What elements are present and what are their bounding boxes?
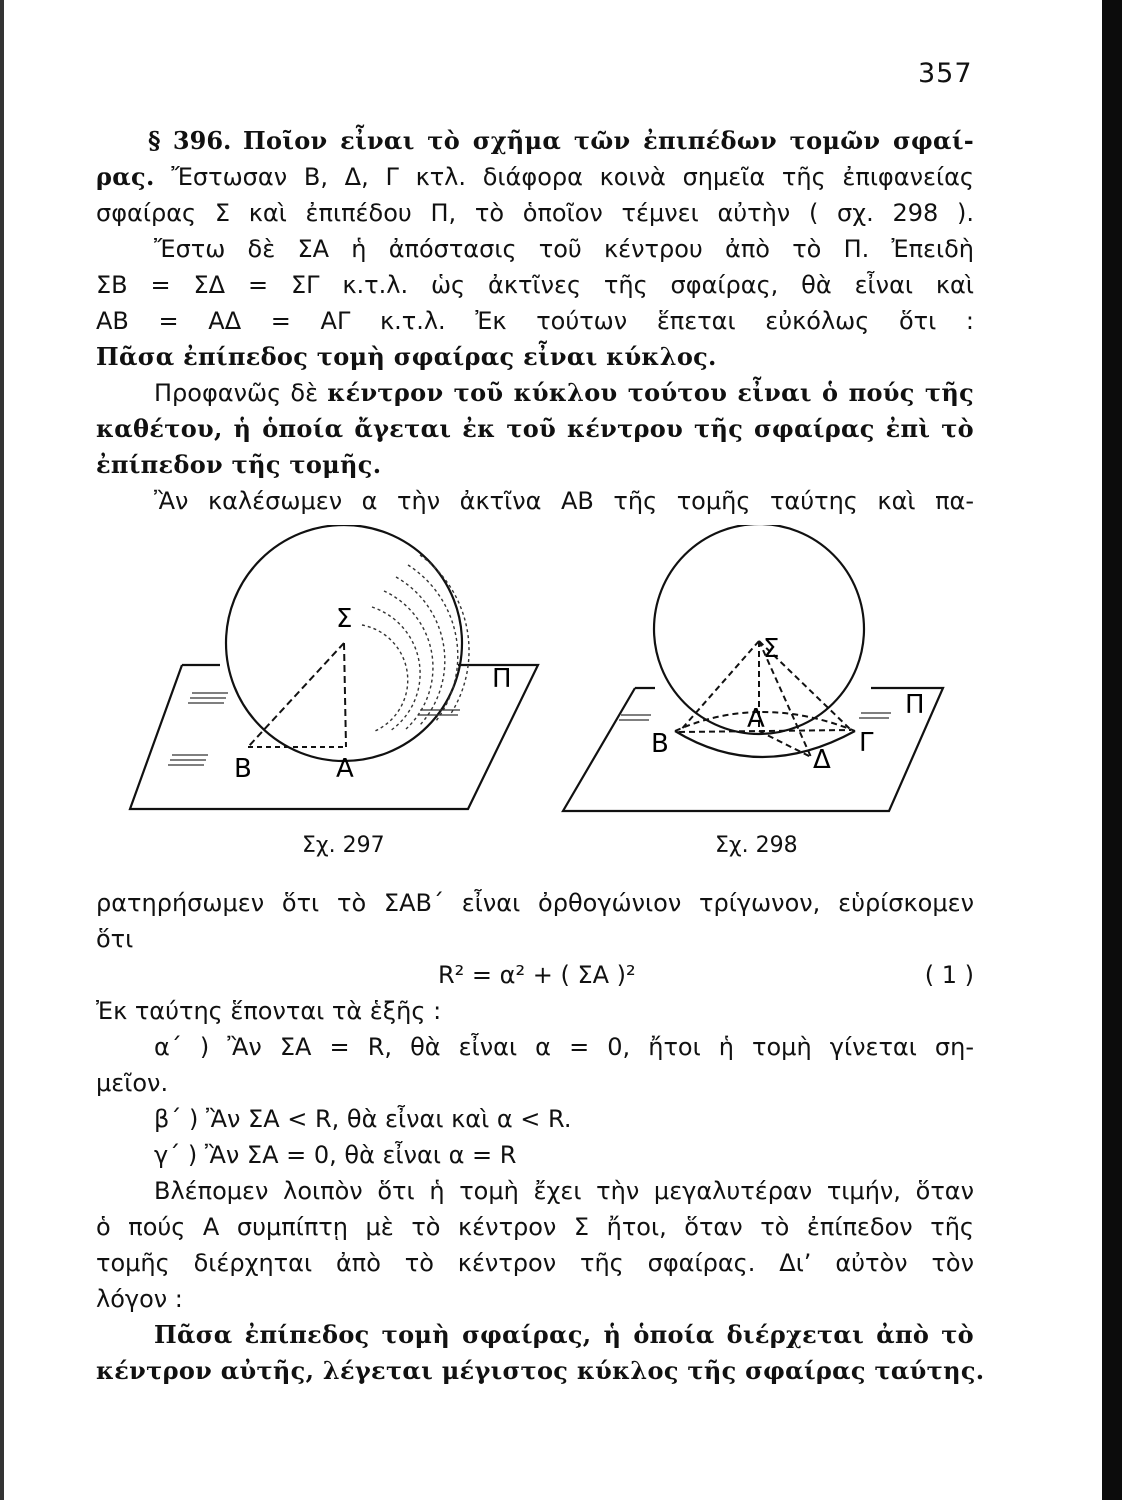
label-sigma-297: Σ xyxy=(336,604,353,634)
label-pi-298: Π xyxy=(905,690,925,720)
theorem-1: Πᾶσα ἐπίπεδος τομὴ σφαίρας εἶναι κύκλος. xyxy=(96,342,717,371)
page-edge-right xyxy=(1102,0,1122,1500)
case-b: β΄ ) Ἂν ΣΑ < R, θὰ εἶναι καὶ α < R. xyxy=(154,1105,572,1133)
text-line-1: Ἔστωσαν Β, Δ, Γ κτλ. διάφορα κοινὰ σημεῖα τῆς ἐπιφανείας xyxy=(171,163,974,191)
conclusion-line-2: ὁ πούς Α συμπίπτῃ μὲ τὸ κέντρον Σ ἤτοι, ὅταν τὸ ἐπίπεδον τῆς xyxy=(96,1213,974,1241)
label-a-298: Α xyxy=(747,704,765,734)
caption-297: Σχ. 297 xyxy=(302,833,385,858)
label-delta-298: Δ xyxy=(813,745,831,775)
page-number: 357 xyxy=(918,58,973,89)
equation: R² = α² + ( ΣΑ )² xyxy=(438,961,636,989)
text-line-4: ΣΒ = ΣΔ = ΣΓ κ.τ.λ. ὡς ἀκτῖνες τῆς σφαίρας, θὰ εἶναι καὶ xyxy=(96,271,974,299)
p2-start: Προφανῶς δὲ xyxy=(154,379,319,407)
paragraph-2-line-3: ἐπίπεδον τῆς τομῆς. xyxy=(96,450,382,479)
label-a-297: Α xyxy=(336,754,354,784)
paragraph-2-line-1 xyxy=(96,376,974,410)
section-title-end: ρας. xyxy=(96,162,155,191)
text-line-3: Ἔστω δὲ ΣΑ ἡ ἀπόστασις τοῦ κέντρου ἀπὸ τὸ Π. Ἐπειδὴ xyxy=(154,235,974,263)
theorem-2-line-1: Πᾶσα ἐπίπεδος τομὴ σφαίρας, ἡ ὁποία διέρχεται ἀπὸ τὸ xyxy=(154,1320,974,1349)
figure-298 xyxy=(555,525,955,825)
section-circle-back-298 xyxy=(675,712,855,731)
paragraph-3-line-1: Ἂν καλέσωμεν α τὴν ἀκτῖνα ΑΒ τῆς τομῆς ταύτης καὶ πα- xyxy=(154,487,974,515)
p2-bold: κέντρον τοῦ κύκλου τούτου εἶναι ὁ πούς τῆς xyxy=(327,378,974,407)
after-line-2: ὅτι xyxy=(96,925,134,953)
label-pi-297: Π xyxy=(492,664,512,694)
label-b-298: Β xyxy=(651,729,669,759)
case-a: α΄ ) Ἂν ΣΑ = R, θὰ εἶναι α = 0, ἤτοι ἡ τομὴ γίνεται ση- xyxy=(154,1033,974,1061)
text-line-2: σφαίρας Σ καὶ ἐπιπέδου Π, τὸ ὁποῖον τέμνει αὐτὴν ( σχ. 298 ). xyxy=(96,199,974,227)
text-line xyxy=(96,160,974,194)
segment-sigma-b-297 xyxy=(248,643,344,747)
after-line-3: Ἐκ ταύτης ἕπονται τὰ ἑξῆς : xyxy=(96,997,442,1025)
case-g: γ΄ ) Ἂν ΣΑ = 0, θὰ εἶναι α = R xyxy=(154,1141,517,1169)
section-number: § 396. xyxy=(148,126,232,155)
plane-hatch-297 xyxy=(168,693,460,765)
section-heading-line xyxy=(96,124,974,158)
case-a-end: μεῖον. xyxy=(96,1069,169,1097)
equation-number: ( 1 ) xyxy=(924,961,974,989)
sphere-shading-297 xyxy=(362,555,469,731)
figure-297 xyxy=(120,525,550,825)
label-b-297: Β xyxy=(234,754,252,784)
theorem-2-line-2: κέντρον αὐτῆς, λέγεται μέγιστος κύκλος τῆς σφαίρας ταύτης. xyxy=(96,1356,985,1385)
plane-pi-297 xyxy=(130,665,538,809)
segment-sigma-a-297 xyxy=(344,643,346,747)
conclusion-line-4: λόγον : xyxy=(96,1285,183,1313)
label-gamma-298: Γ xyxy=(859,728,874,758)
caption-298: Σχ. 298 xyxy=(715,833,798,858)
paragraph-2-line-2: καθέτου, ἡ ὁποία ἄγεται ἐκ τοῦ κέντρου τῆς σφαίρας ἐπὶ τὸ xyxy=(96,414,974,443)
conclusion-line-1: Βλέπομεν λοιπὸν ὅτι ἡ τομὴ ἔχει τὴν μεγαλυτέραν τιμήν, ὅταν xyxy=(154,1177,974,1205)
after-line-1: ρατηρήσωμεν ὅτι τὸ ΣΑΒ΄ εἶναι ὀρθογώνιον τρίγωνον, εὑρίσκομεν xyxy=(96,889,974,917)
text-line-5: ΑΒ = ΑΔ = ΑΓ κ.τ.λ. Ἐκ τούτων ἕπεται εὐκόλως ὅτι : xyxy=(96,307,974,335)
label-sigma-298: Σ xyxy=(763,634,780,664)
conclusion-line-3: τομῆς διέρχηται ἀπὸ τὸ κέντρον τῆς σφαίρας. Διʼ αὐτὸν τὸν xyxy=(96,1249,974,1277)
page-edge-left xyxy=(0,0,4,1500)
section-title: Ποῖον εἶναι τὸ σχῆμα τῶν ἐπιπέδων τομῶν σφαί- xyxy=(243,126,974,155)
